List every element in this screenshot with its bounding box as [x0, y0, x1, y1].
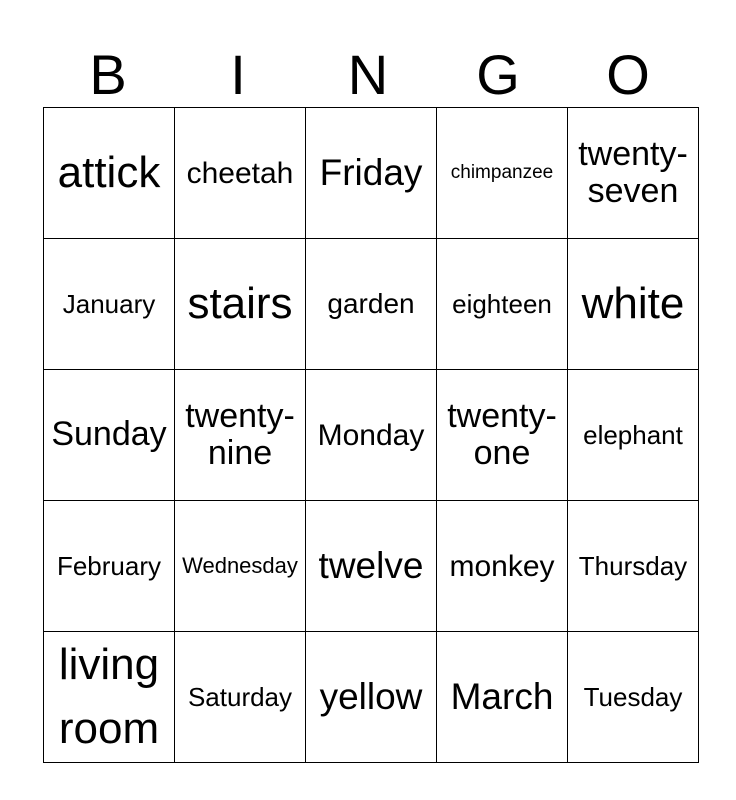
board-cell[interactable]	[44, 370, 175, 501]
cell-text: twelve	[318, 544, 424, 586]
board-cell[interactable]	[437, 501, 568, 632]
board-row	[44, 370, 699, 501]
cell-text: white	[581, 278, 685, 328]
board-cell[interactable]	[306, 632, 437, 763]
board-cell[interactable]	[437, 239, 568, 370]
cell-text: chimpanzee	[450, 161, 554, 183]
cell-text: Tuesday	[583, 681, 683, 712]
board-row	[44, 108, 699, 239]
cell-text: stairs	[187, 278, 293, 328]
cell-text: Thursday	[578, 550, 688, 581]
cell-text: Saturday	[187, 681, 293, 712]
board-cell[interactable]	[437, 108, 568, 239]
cell-text: January	[62, 288, 156, 319]
cell-text: living room	[58, 640, 160, 753]
board-row	[44, 239, 699, 370]
header-letter-i: I	[230, 43, 246, 106]
bingo-header	[43, 44, 693, 106]
board-cell[interactable]	[437, 370, 568, 501]
cell-text: cheetah	[186, 156, 294, 190]
board-cell[interactable]	[437, 632, 568, 763]
board-cell[interactable]	[175, 632, 306, 763]
cell-text: February	[56, 550, 162, 581]
board-cell[interactable]	[306, 108, 437, 239]
cell-text: elephant	[583, 419, 683, 450]
board-cell[interactable]	[568, 239, 699, 370]
bingo-board	[43, 107, 699, 763]
header-letter-g: G	[476, 43, 520, 106]
cell-text: twenty-one	[447, 396, 557, 472]
cell-text: Sunday	[51, 415, 167, 454]
header-letter-o: O	[606, 43, 650, 106]
cell-text: yellow	[319, 675, 423, 717]
board-cell[interactable]	[175, 108, 306, 239]
cell-text: twenty-seven	[578, 134, 688, 210]
cell-text: monkey	[449, 549, 555, 583]
board-cell[interactable]	[44, 501, 175, 632]
board-cell[interactable]	[306, 501, 437, 632]
board-row	[44, 632, 699, 763]
header-letter-n: N	[347, 43, 389, 106]
cell-text: Wednesday	[182, 552, 298, 578]
board-cell[interactable]	[175, 370, 306, 501]
cell-text: Monday	[317, 418, 425, 452]
board-cell[interactable]	[568, 370, 699, 501]
cell-text: twenty-nine	[185, 396, 295, 472]
board-cell[interactable]	[306, 370, 437, 501]
board-row	[44, 501, 699, 632]
board-cell[interactable]	[568, 632, 699, 763]
cell-text: Friday	[319, 151, 423, 193]
board-cell[interactable]	[44, 239, 175, 370]
cell-text: garden	[327, 287, 415, 319]
board-cell[interactable]	[175, 501, 306, 632]
board-cell[interactable]	[44, 108, 175, 239]
cell-text: attick	[57, 147, 161, 197]
board-cell[interactable]	[568, 501, 699, 632]
board-cell[interactable]	[306, 239, 437, 370]
board-cell[interactable]	[568, 108, 699, 239]
cell-text: eighteen	[452, 288, 552, 319]
header-letter-b: B	[89, 43, 127, 106]
board-cell[interactable]	[44, 632, 175, 763]
cell-text: March	[450, 675, 554, 717]
board-cell[interactable]	[175, 239, 306, 370]
